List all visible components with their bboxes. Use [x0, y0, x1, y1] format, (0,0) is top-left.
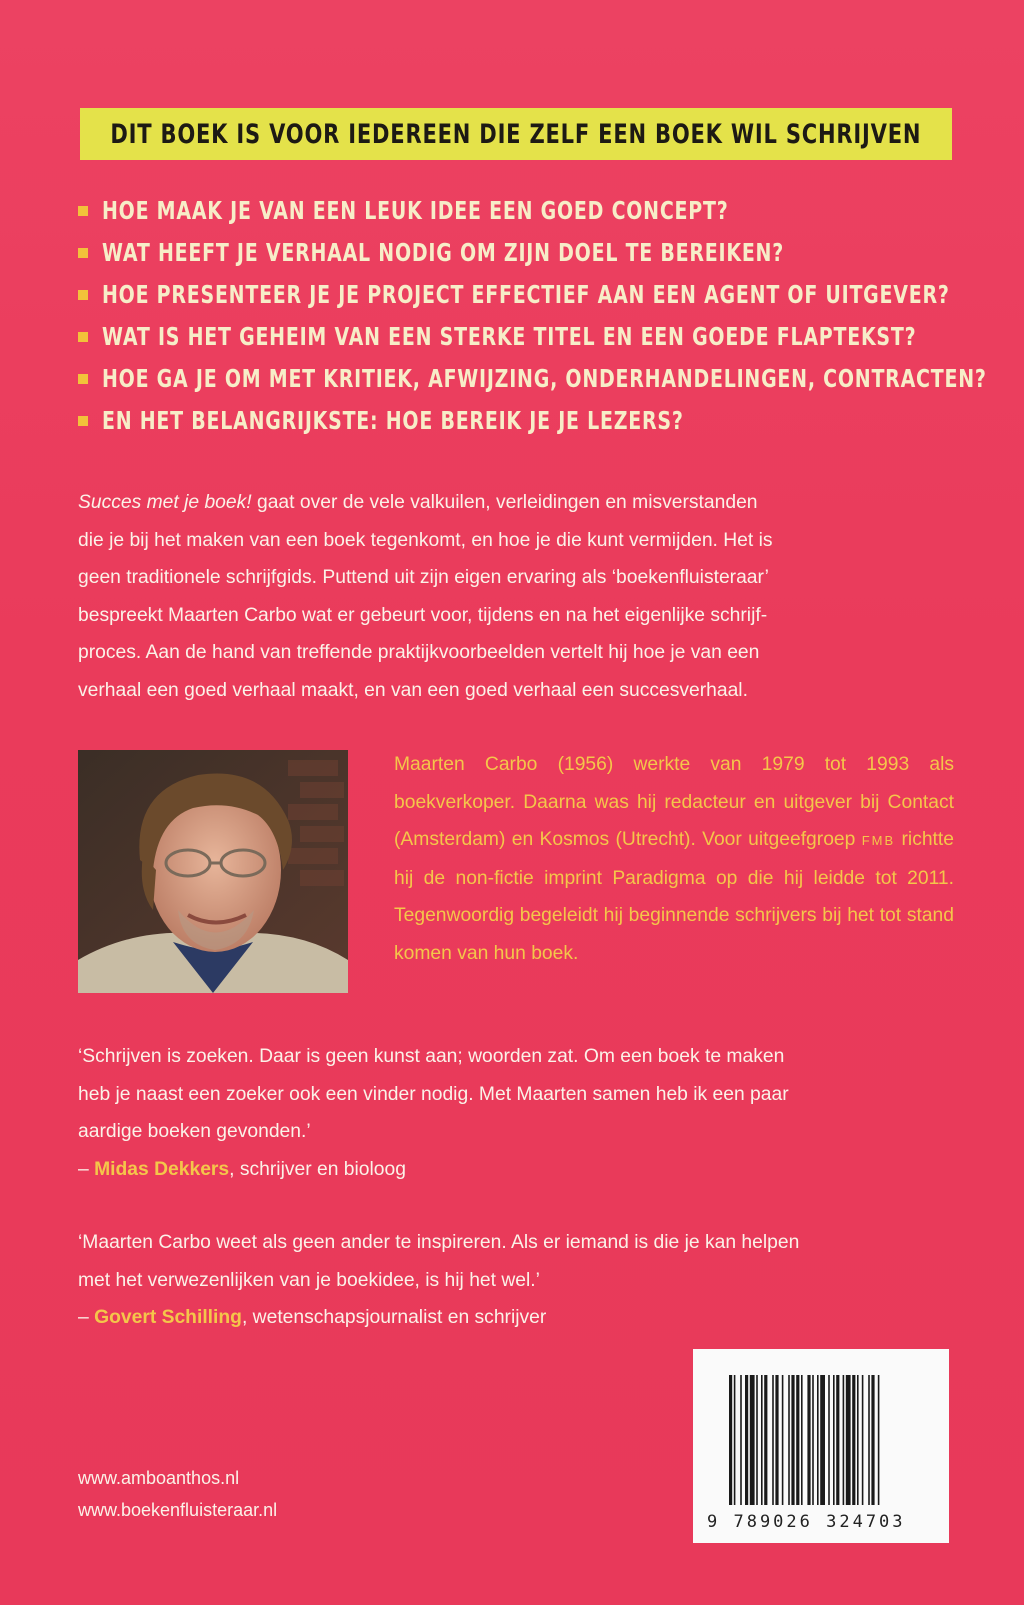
barcode-bar: [828, 1375, 830, 1505]
barcode-bar: [878, 1375, 880, 1505]
barcode-bar: [745, 1375, 748, 1505]
book-title: Succes met je boek!: [78, 492, 252, 513]
barcode-bar: [843, 1375, 845, 1505]
barcode-bar: [846, 1375, 851, 1505]
list-item: EN HET BELANGRIJKSTE: HOE BEREIK JE JE LEZERS?: [78, 400, 978, 441]
barcode-bar: [761, 1375, 763, 1505]
barcode-bar: [833, 1375, 835, 1505]
barcode-bar: [750, 1375, 755, 1505]
bullet-square-icon: [78, 248, 88, 258]
website-links: [78, 1462, 277, 1526]
bullet-square-icon: [78, 206, 88, 216]
bullet-square-icon: [78, 332, 88, 342]
barcode-bar: [740, 1375, 742, 1505]
barcode-bar: [756, 1375, 758, 1505]
blurb-paragraph: Succes met je boek! gaat over de vele valkuilen, verleidingen en misverstanden die je bij het maken van een boek tegenkomt, en hoe je die kunt vermijden. Het is geen traditionele schrijfgids. Puttend uit zijn eigen ervaring als ‘boekenfluisteraar’ bespreekt Maarten Carbo wat er gebeurt voor, tijdens en na het eigenlijke schrijf- proces. Aan de hand van treffende praktijkvoorbeelden vertelt hij hoe je van een verhaal een goed verhaal maakt, en van een goed verhaal een succesverhaal.: [78, 492, 773, 701]
barcode-bar: [775, 1375, 778, 1505]
barcode-bar: [857, 1375, 859, 1505]
author-photo: [78, 750, 348, 993]
barcode-bar: [871, 1375, 874, 1505]
quote-author: Midas Dekkers: [94, 1158, 230, 1180]
barcode-bar: [764, 1375, 767, 1505]
author-bio: Maarten Carbo (1956) werkte van 1979 tot 1993 als boekverkoper. Daarna was hij redacteur en uitgever bij Contact (Amsterdam) en Kosmos (Utrecht). Voor uitgeefgroep FMB richtte hij de non-fictie imprint Paradigma op die hij leidde tot 2011. Tegenwoordig begeleidt hij beginnende schrijvers bij het tot stand komen van hun boek.: [394, 754, 954, 964]
list-item: WAT HEEFT JE VERHAAL NODIG OM ZIJN DOEL TE BEREIKEN?: [78, 232, 978, 273]
barcode-bar: [796, 1375, 799, 1505]
barcode-bar: [862, 1375, 864, 1505]
bullet-square-icon: [78, 290, 88, 300]
barcode-bar: [734, 1375, 736, 1505]
question-list: [78, 190, 987, 442]
testimonial-quote: ‘Maarten Carbo weet als geen ander te inspireren. Als er iemand is die je kan helpen met het verwezenlijken van je boekidee, is hij het wel.’ – Govert Schilling, wetenschapsjournalist en schrijver: [78, 1232, 800, 1328]
list-item: WAT IS HET GEHEIM VAN EEN STERKE TITEL EN EEN GOEDE FLAPTEKST?: [78, 316, 978, 357]
testimonial-quote: ‘Schrijven is zoeken. Daar is geen kunst aan; woorden zat. Om een boek te maken heb je naast een zoeker ook een vinder nodig. Met Maarten samen heb ik een paar aardige boeken gevonden.’ – Midas Dekkers, schrijver en bioloog: [78, 1046, 789, 1180]
author-url[interactable]: www.boekenfluisteraar.nl: [78, 1500, 278, 1520]
barcode-bar: [820, 1375, 825, 1505]
quote-author: Govert Schilling: [94, 1307, 242, 1328]
barcode-bar: [807, 1375, 810, 1505]
barcode-bar: [788, 1375, 790, 1505]
barcode-bar: [868, 1375, 870, 1505]
list-item: HOE MAAK JE VAN EEN LEUK IDEE EEN GOED CONCEPT?: [78, 190, 978, 231]
barcode-bar: [812, 1375, 814, 1505]
barcode-bar: [772, 1375, 774, 1505]
barcode-bar: [791, 1375, 794, 1505]
publisher-url[interactable]: www.amboanthos.nl: [78, 1468, 240, 1488]
list-item: HOE PRESENTEER JE JE PROJECT EFFECTIEF AAN EEN AGENT OF UITGEVER?: [78, 274, 978, 315]
barcode-bar: [729, 1375, 732, 1505]
isbn-barcode: [693, 1349, 949, 1543]
bullet-square-icon: [78, 416, 88, 426]
bullet-square-icon: [78, 374, 88, 384]
barcode-bar: [782, 1375, 784, 1505]
author-portrait-illustration: [78, 750, 348, 993]
barcode-bar: [852, 1375, 855, 1505]
isbn-number: 9 789026 324703: [707, 1512, 906, 1532]
list-item: HOE GA JE OM MET KRITIEK, AFWIJZING, ONDERHANDELINGEN, CONTRACTEN?: [78, 358, 978, 399]
barcode-bar: [801, 1375, 803, 1505]
headline-text: DIT BOEK IS VOOR IEDEREEN DIE ZELF EEN BOEK WIL SCHRIJVEN: [110, 118, 922, 150]
headline-banner: [80, 108, 952, 160]
barcode-bar: [817, 1375, 819, 1505]
barcode-bar: [836, 1375, 839, 1505]
